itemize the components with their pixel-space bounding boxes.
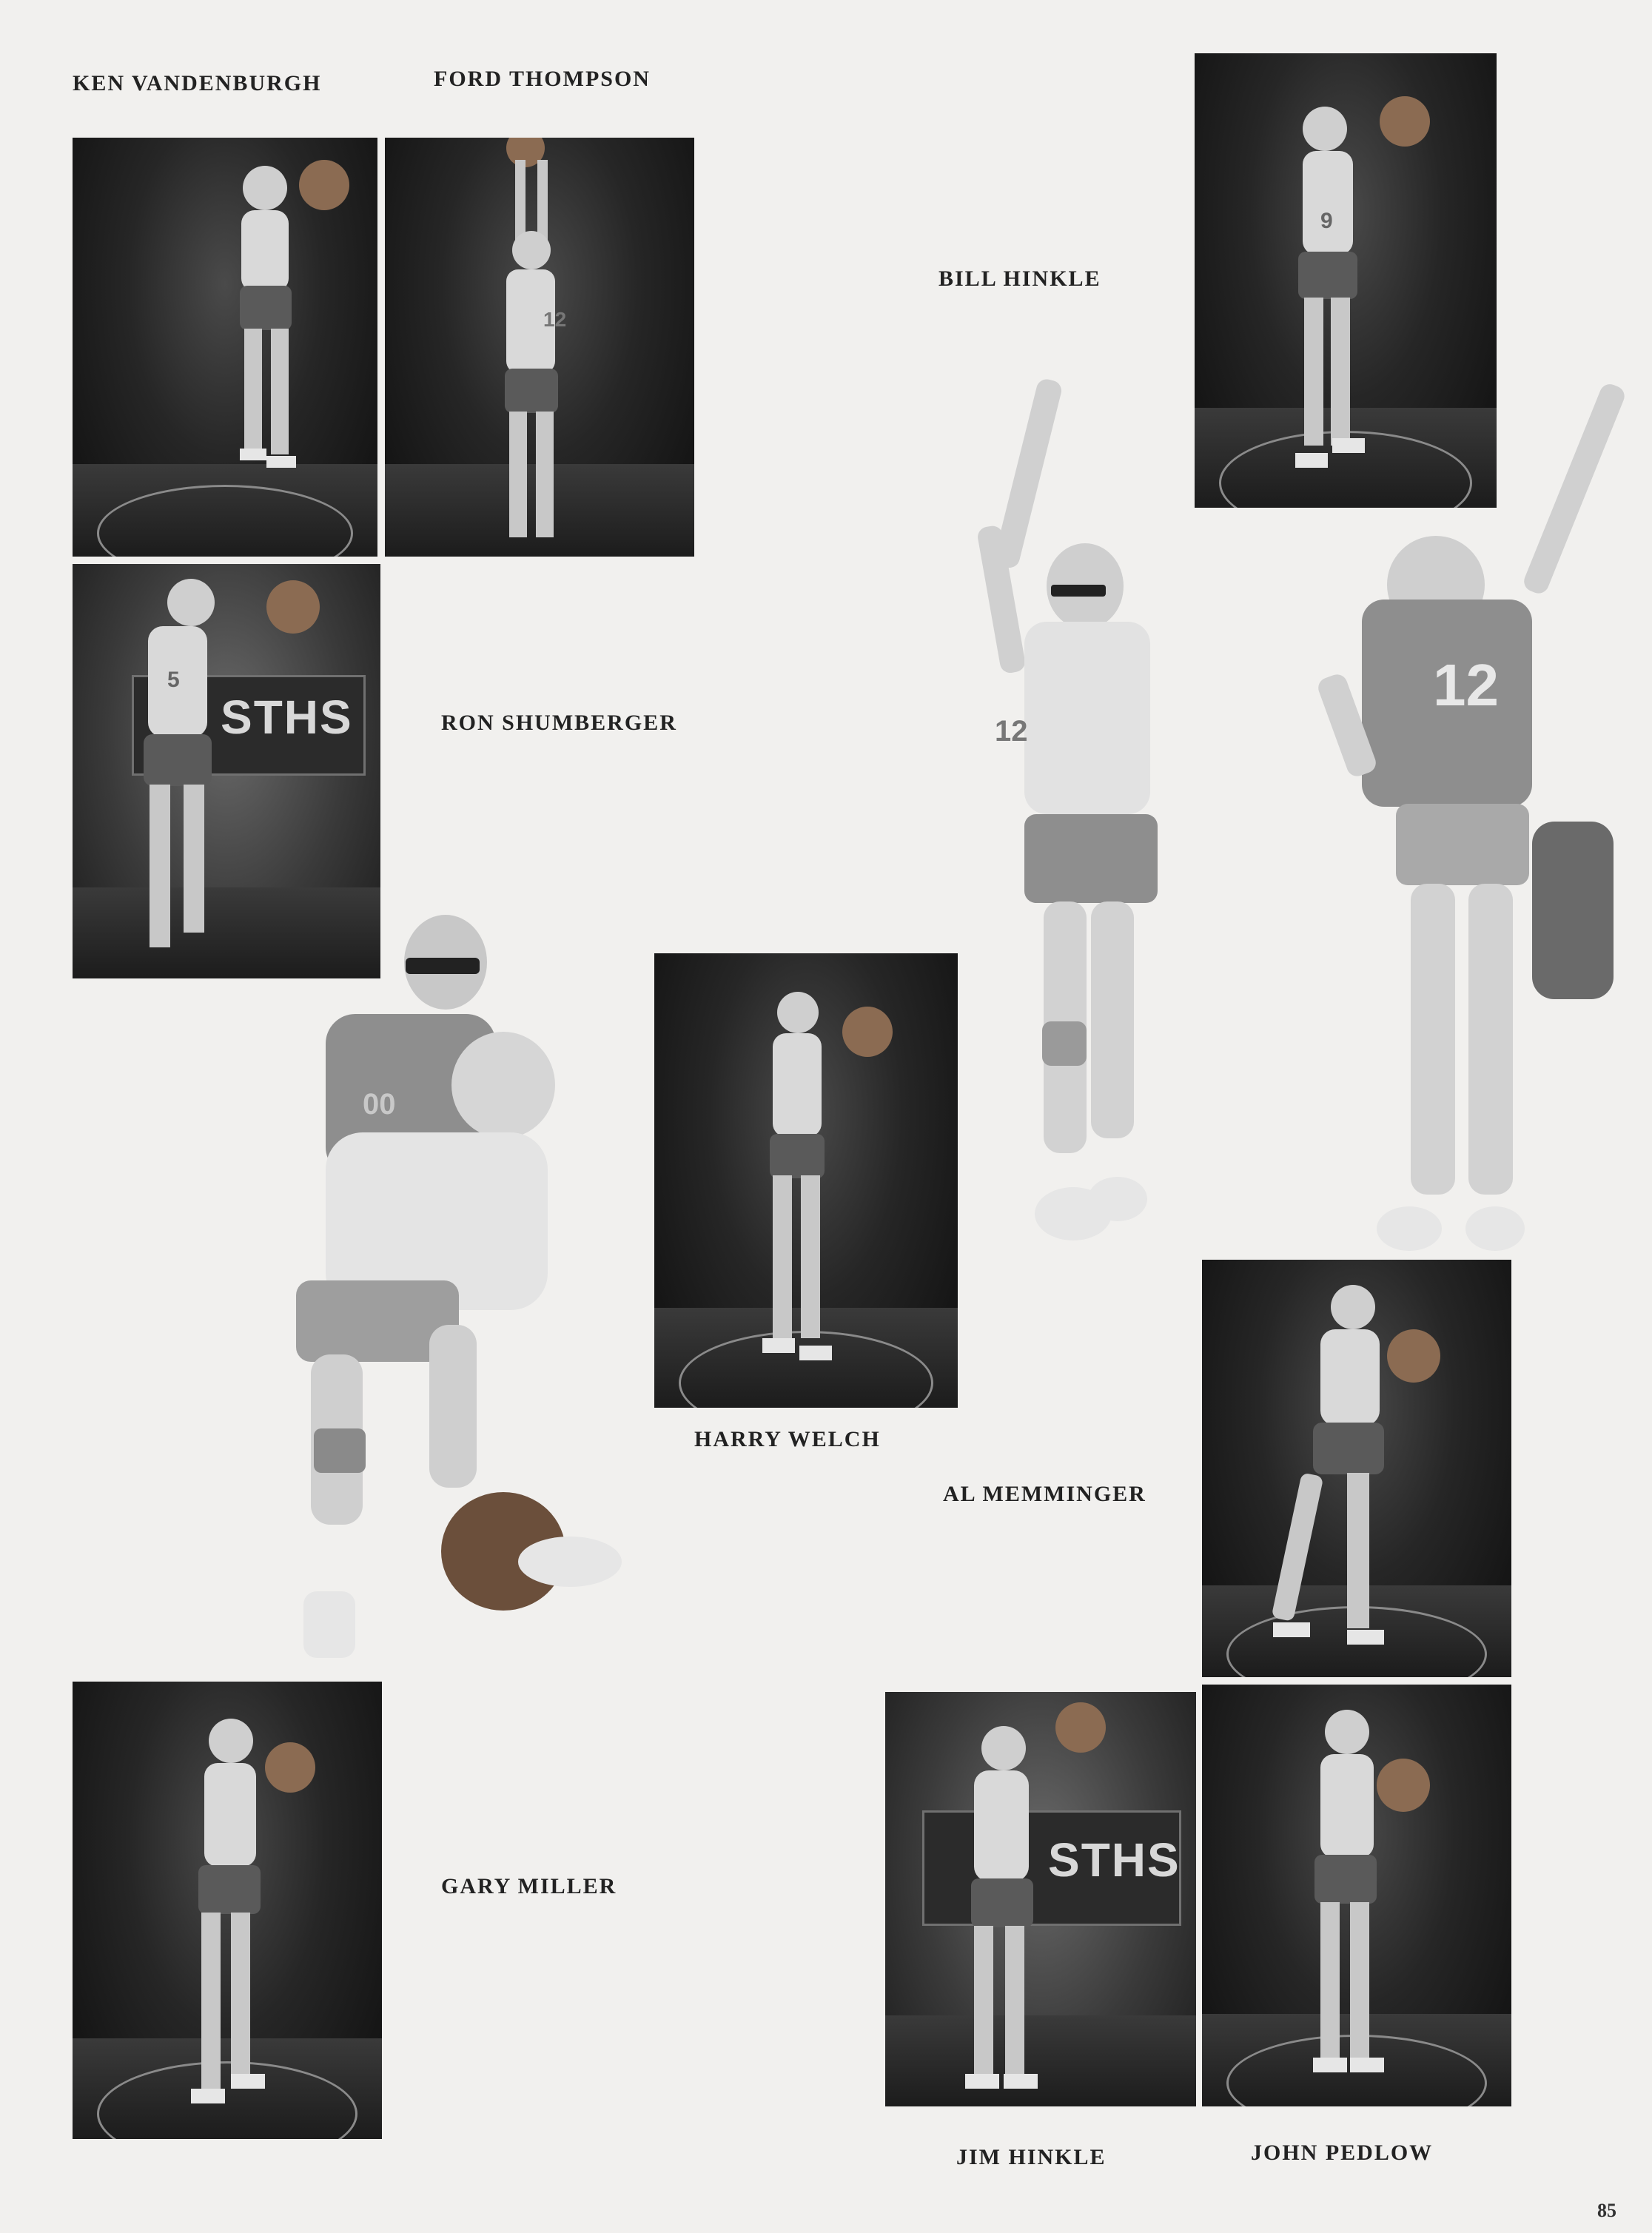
label-john-pedlow: JOHN PEDLOW bbox=[1251, 2140, 1434, 2165]
jersey-number: 12 bbox=[1433, 652, 1499, 718]
label-ron-shumberger: RON SHUMBERGER bbox=[441, 711, 677, 735]
photo-ken-vandenburgh bbox=[73, 138, 377, 557]
label-bill-hinkle: BILL HINKLE bbox=[939, 266, 1101, 291]
jersey-number: 00 bbox=[363, 1088, 396, 1121]
photo-jump-shot-back bbox=[1317, 377, 1652, 1266]
jersey-number: 12 bbox=[995, 715, 1028, 748]
photo-gary-miller bbox=[73, 1682, 382, 2139]
player-figure bbox=[885, 1692, 1196, 2106]
label-gary-miller: GARY MILLER bbox=[441, 1874, 617, 1898]
page-number: 85 bbox=[1597, 2200, 1616, 2221]
photo-dribble-defense bbox=[281, 910, 644, 1665]
player-figure bbox=[73, 1682, 382, 2139]
label-al-memminger: AL MEMMINGER bbox=[943, 1482, 1146, 1506]
photo-jump-shot-front bbox=[962, 370, 1206, 1273]
banner-text: STHS bbox=[221, 691, 353, 744]
jersey-number: 9 bbox=[1320, 209, 1333, 233]
player-figure bbox=[654, 953, 958, 1408]
jersey-number: 12 bbox=[543, 308, 567, 331]
label-ford-thompson: FORD THOMPSON bbox=[434, 67, 651, 91]
photo-ford-thompson bbox=[385, 138, 694, 557]
photo-al-memminger bbox=[1202, 1260, 1511, 1677]
jersey-number: 5 bbox=[167, 668, 180, 692]
player-figure bbox=[1202, 1260, 1511, 1677]
player-figure bbox=[73, 138, 377, 557]
photo-john-pedlow bbox=[1202, 1685, 1511, 2106]
photo-jim-hinkle bbox=[885, 1692, 1196, 2106]
photo-harry-welch bbox=[654, 953, 958, 1408]
label-ken-vandenburgh: KEN VANDENBURGH bbox=[73, 71, 322, 95]
label-harry-welch: HARRY WELCH bbox=[694, 1427, 881, 1451]
player-figure bbox=[385, 138, 694, 557]
banner-text: STHS bbox=[1048, 1833, 1181, 1887]
label-jim-hinkle: JIM HINKLE bbox=[956, 2145, 1107, 2169]
player-figure bbox=[1202, 1685, 1511, 2106]
